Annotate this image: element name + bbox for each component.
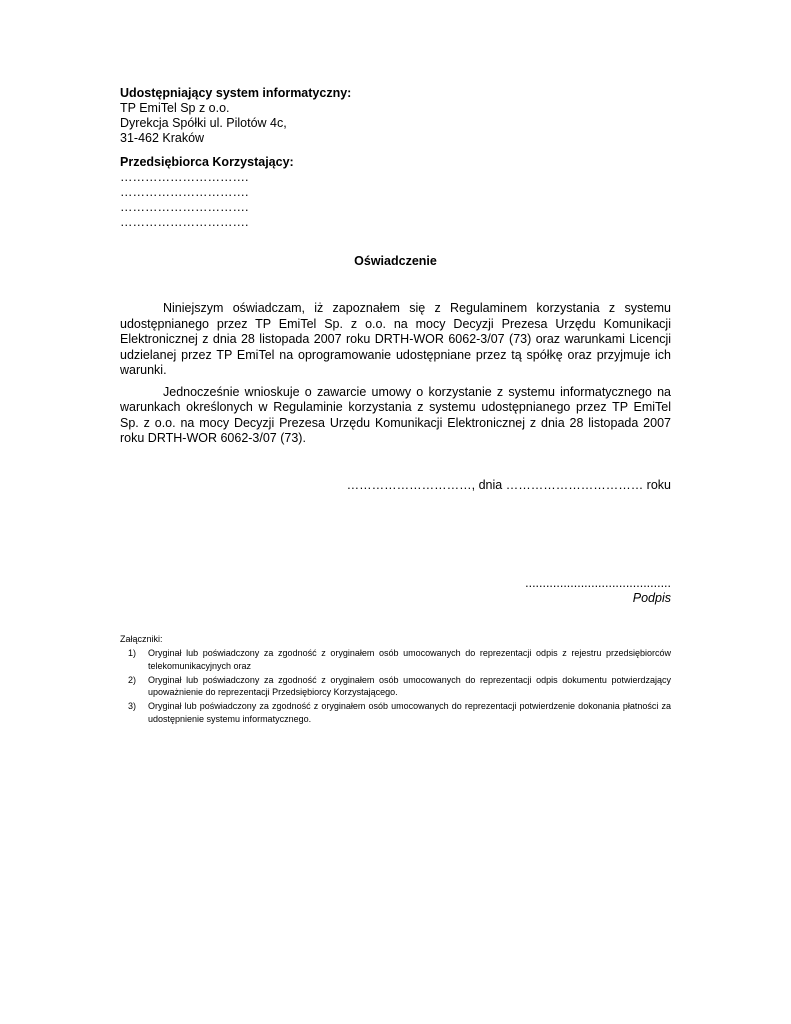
attachments-heading: Załączniki: bbox=[120, 634, 163, 644]
entrepreneur-placeholder-line: …………………………. bbox=[120, 185, 249, 199]
attachment-number: 3) bbox=[127, 701, 136, 712]
document-title: Oświadczenie bbox=[354, 254, 437, 268]
provider-heading: Udostępniający system informatyczny: bbox=[120, 86, 352, 100]
attachment-item bbox=[120, 647, 671, 672]
provider-line: 31-462 Kraków bbox=[120, 131, 205, 145]
signature-label: Podpis bbox=[632, 591, 671, 605]
attachment-number: 1) bbox=[127, 648, 136, 659]
entrepreneur-heading: Przedsiębiorca Korzystający: bbox=[120, 155, 294, 169]
signature-line: .......................................... bbox=[525, 576, 671, 590]
attachment-text: Oryginał lub poświadczony za zgodność z oryginałem osób umocowanych do reprezentacji potwierdzenie dokonania płatności za udostępnienie systemu informatycznego. bbox=[148, 701, 671, 724]
attachment-text: Oryginał lub poświadczony za zgodność z oryginałem osób umocowanych do reprezentacji odpis z rejestru przedsiębiorców telekomunikacyjnych oraz bbox=[148, 648, 671, 671]
provider-address-block bbox=[120, 86, 680, 146]
attachments-list bbox=[120, 647, 671, 725]
entrepreneur-placeholder-line: …………………………. bbox=[120, 170, 249, 184]
statement-paragraph: Jednocześnie wnioskuje o zawarcie umowy o korzystanie z systemu informatycznego na warunkach określonych w Regulaminie korzystania z systemu udostępnianego przez TP EmiTel Sp. z o.o. na mocy Decyzji Prezesa Urzędu Komunikacji Elektronicznej z dnia 28 listopada 2007 roku DRTH-WOR 6062-3/07 (73). bbox=[120, 384, 671, 445]
attachment-item bbox=[120, 700, 671, 725]
entrepreneur-placeholder-line: …………………………. bbox=[120, 200, 249, 214]
statement-paragraph: Niniejszym oświadczam, iż zapoznałem się z Regulaminem korzystania z systemu udostępnianego przez TP EmiTel Sp. z o.o. na mocy Decyzji Prezesa Urzędu Komunikacji Elektronicznej z dnia 28 listopada 2007 roku DRTH-WOR 6062-3/07 (73) oraz warunkami Licencji udzielanej przez TP EmiTel na oprogramowanie udostępniane przez tą spółkę oraz przyjmuje ich warunki. bbox=[120, 301, 671, 377]
attachment-number: 2) bbox=[127, 674, 136, 685]
signature-block bbox=[525, 576, 671, 606]
place-date-line: …………………………, dnia …………………………… roku bbox=[346, 478, 671, 492]
entrepreneur-block bbox=[120, 155, 680, 230]
provider-line: TP EmiTel Sp z o.o. bbox=[120, 101, 230, 115]
attachments-section bbox=[120, 633, 671, 727]
provider-line: Dyrekcja Spółki ul. Pilotów 4c, bbox=[120, 116, 287, 130]
statement-body bbox=[120, 301, 671, 453]
attachment-item bbox=[120, 674, 671, 699]
attachment-text: Oryginał lub poświadczony za zgodność z oryginałem osób umocowanych do reprezentacji odpis dokumentu potwierdzający upoważnienie do reprezentacji Przedsiębiorcy Korzystającego. bbox=[148, 674, 671, 698]
entrepreneur-placeholder-line: …………………………. bbox=[120, 215, 249, 229]
